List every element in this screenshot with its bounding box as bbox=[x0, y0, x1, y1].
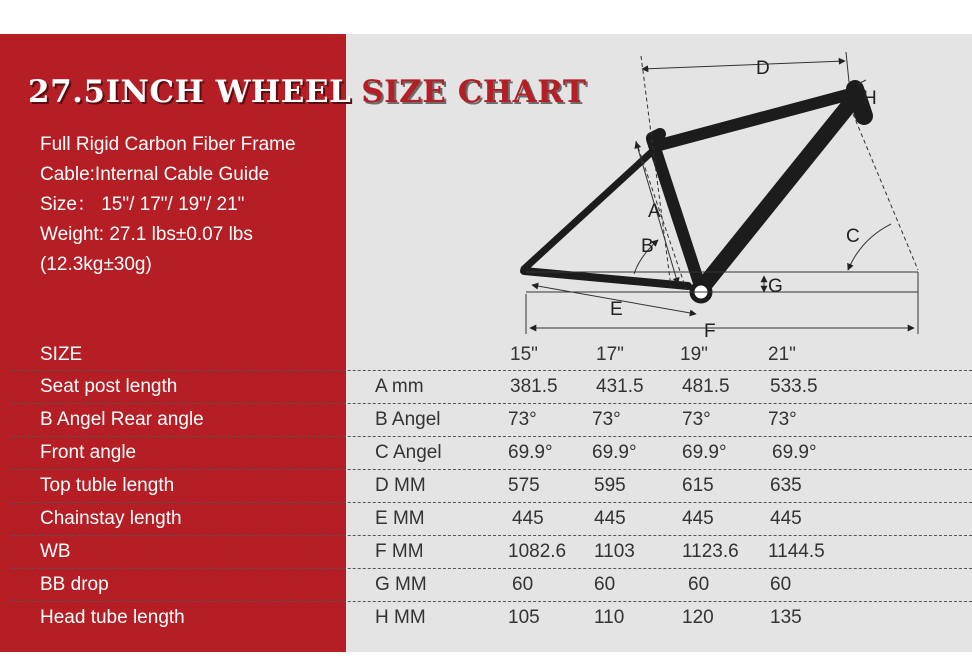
spec-cable: Cable:Internal Cable Guide bbox=[40, 164, 270, 185]
table-row-d bbox=[12, 469, 972, 503]
seat-stay bbox=[524, 148, 656, 269]
table-row-h bbox=[12, 601, 972, 635]
label-b: B bbox=[641, 236, 654, 257]
value-19: 73° bbox=[682, 409, 711, 430]
table-row-b bbox=[12, 403, 972, 437]
spec-sizes: Size： 15"/ 17"/ 19"/ 21" bbox=[40, 194, 245, 215]
chain-stay bbox=[524, 271, 688, 286]
spec-list bbox=[40, 130, 296, 280]
frame-geometry-diagram bbox=[346, 34, 972, 344]
row-name: BB drop bbox=[40, 574, 109, 595]
value-17: 431.5 bbox=[596, 376, 644, 397]
value-21: 135 bbox=[770, 607, 802, 628]
value-15: 445 bbox=[512, 508, 544, 529]
size-19: 19" bbox=[680, 344, 708, 365]
row-name: Top tuble length bbox=[40, 475, 175, 496]
label-g: G bbox=[768, 276, 783, 297]
row-code: C Angel bbox=[375, 442, 442, 463]
size-21: 21" bbox=[768, 344, 796, 365]
value-19: 60 bbox=[688, 574, 710, 595]
size-header-label: SIZE bbox=[40, 344, 83, 365]
value-17: 445 bbox=[594, 508, 626, 529]
value-19: 69.9° bbox=[682, 442, 727, 463]
label-h: H bbox=[863, 88, 877, 109]
value-19: 481.5 bbox=[682, 376, 730, 397]
row-code: E MM bbox=[375, 508, 425, 529]
table-row-g bbox=[12, 568, 972, 602]
size-chart-sheet bbox=[0, 34, 972, 652]
value-15: 381.5 bbox=[510, 376, 558, 397]
value-15: 1082.6 bbox=[508, 541, 567, 562]
c-guide bbox=[853, 114, 918, 270]
label-c: C bbox=[846, 226, 860, 247]
value-21: 60 bbox=[770, 574, 792, 595]
row-code: H MM bbox=[375, 607, 426, 628]
row-name: Head tube length bbox=[40, 607, 185, 628]
size-17: 17" bbox=[596, 344, 624, 365]
row-code: F MM bbox=[375, 541, 424, 562]
label-a: A bbox=[648, 201, 661, 222]
table-row-e bbox=[12, 502, 972, 536]
row-code: D MM bbox=[375, 475, 426, 496]
row-name: WB bbox=[40, 541, 71, 562]
value-17: 60 bbox=[594, 574, 616, 595]
d-arrow bbox=[642, 61, 845, 69]
size-15: 15" bbox=[510, 344, 538, 365]
value-15: 60 bbox=[512, 574, 534, 595]
row-code: B Angel bbox=[375, 409, 441, 430]
row-name: B Angel Rear angle bbox=[40, 409, 204, 430]
label-e: E bbox=[610, 299, 623, 320]
title-size-chart: SIZE CHART bbox=[361, 74, 587, 110]
row-code: G MM bbox=[375, 574, 427, 595]
value-19: 615 bbox=[682, 475, 714, 496]
value-21: 445 bbox=[770, 508, 802, 529]
value-19: 1123.6 bbox=[682, 541, 739, 562]
label-f: F bbox=[704, 321, 716, 342]
value-15: 105 bbox=[508, 607, 540, 628]
value-15: 73° bbox=[508, 409, 537, 430]
spec-weight-kg: (12.3kg±30g) bbox=[40, 254, 152, 275]
value-21: 69.9° bbox=[772, 442, 817, 463]
d-right-guide bbox=[846, 52, 849, 82]
value-17: 1103 bbox=[594, 541, 635, 562]
value-17: 69.9° bbox=[592, 442, 637, 463]
value-21: 73° bbox=[768, 409, 797, 430]
bike-frame bbox=[524, 89, 864, 289]
row-code: A mm bbox=[375, 376, 424, 397]
seat-collar bbox=[652, 134, 660, 138]
table-row-a bbox=[12, 370, 972, 404]
value-19: 120 bbox=[682, 607, 714, 628]
value-17: 110 bbox=[594, 607, 625, 628]
value-15: 575 bbox=[508, 475, 540, 496]
value-19: 445 bbox=[682, 508, 714, 529]
row-name: Chainstay length bbox=[40, 508, 182, 529]
table-row-c bbox=[12, 436, 972, 470]
spec-material: Full Rigid Carbon Fiber Frame bbox=[40, 134, 296, 155]
table-row-f bbox=[12, 535, 972, 569]
title-wheel: 27.5INCH WHEEL bbox=[28, 74, 352, 110]
row-name: Seat post length bbox=[40, 376, 178, 397]
value-15: 69.9° bbox=[508, 442, 553, 463]
value-21: 1144.5 bbox=[768, 541, 825, 562]
spec-weight-lbs: Weight: 27.1 lbs±0.07 lbs bbox=[40, 224, 253, 245]
value-17: 73° bbox=[592, 409, 621, 430]
label-d: D bbox=[756, 58, 770, 79]
row-name: Front angle bbox=[40, 442, 137, 463]
value-21: 533.5 bbox=[770, 376, 818, 397]
value-21: 635 bbox=[770, 475, 802, 496]
value-17: 595 bbox=[594, 475, 626, 496]
